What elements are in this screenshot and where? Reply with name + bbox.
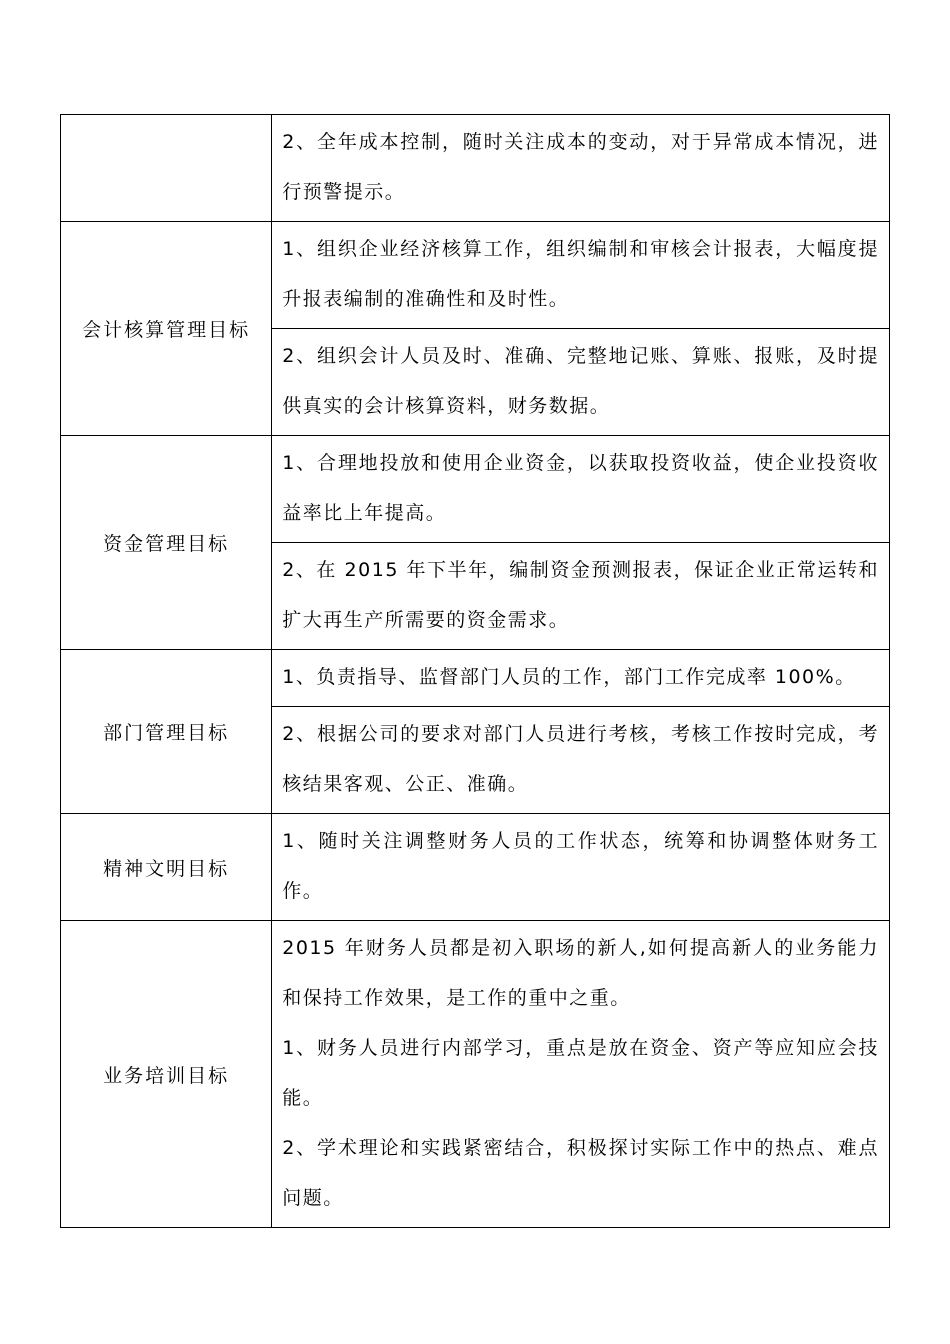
row-label: [61, 115, 272, 222]
content-paragraph: 2、根据公司的要求对部门人员进行考核，考核工作按时完成，考核结果客观、公正、准确。: [282, 723, 879, 795]
table-row: [61, 115, 890, 222]
content-paragraph: 1、合理地投放和使用企业资金，以获取投资收益，使企业投资收益率比上年提高。: [282, 452, 879, 524]
table-row: [61, 814, 890, 921]
row-label: 会计核算管理目标: [61, 222, 272, 436]
table-row: [61, 650, 890, 707]
table-row: [61, 222, 890, 329]
row-label: 资金管理目标: [61, 436, 272, 650]
row-label: 部门管理目标: [61, 650, 272, 814]
row-content: [272, 921, 890, 1228]
goals-table: [60, 114, 890, 1228]
row-label: 业务培训目标: [61, 921, 272, 1228]
content-paragraph: 1、负责指导、监督部门人员的工作，部门工作完成率 100%。: [282, 666, 856, 688]
row-content: [272, 115, 890, 222]
row-label: 精神文明目标: [61, 814, 272, 921]
row-content: [272, 650, 890, 707]
content-paragraph: 1、财务人员进行内部学习，重点是放在资金、资产等应知应会技能。: [282, 1037, 879, 1109]
row-content: [272, 436, 890, 543]
row-content: [272, 222, 890, 329]
content-paragraph: 2、学术理论和实践紧密结合，积极探讨实际工作中的热点、难点问题。: [282, 1137, 879, 1209]
row-content: [272, 543, 890, 650]
row-content: [272, 329, 890, 436]
content-paragraph: 1、组织企业经济核算工作，组织编制和审核会计报表，大幅度提升报表编制的准确性和及时性。: [282, 238, 879, 310]
content-paragraph: 2、全年成本控制，随时关注成本的变动，对于异常成本情况，进行预警提示。: [282, 131, 879, 203]
table-row: [61, 921, 890, 1228]
content-paragraph: 2、组织会计人员及时、准确、完整地记账、算账、报账，及时提供真实的会计核算资料，财务数据。: [282, 345, 879, 417]
row-content: [272, 707, 890, 814]
content-paragraph: 1、随时关注调整财务人员的工作状态，统筹和协调整体财务工作。: [282, 830, 879, 902]
content-paragraph: 2、在 2015 年下半年，编制资金预测报表，保证企业正常运转和扩大再生产所需要的资金需求。: [282, 559, 879, 631]
row-content: [272, 814, 890, 921]
content-paragraph: 2015 年财务人员都是初入职场的新人,如何提高新人的业务能力和保持工作效果，是工作的重中之重。: [282, 937, 879, 1009]
table-row: [61, 436, 890, 543]
